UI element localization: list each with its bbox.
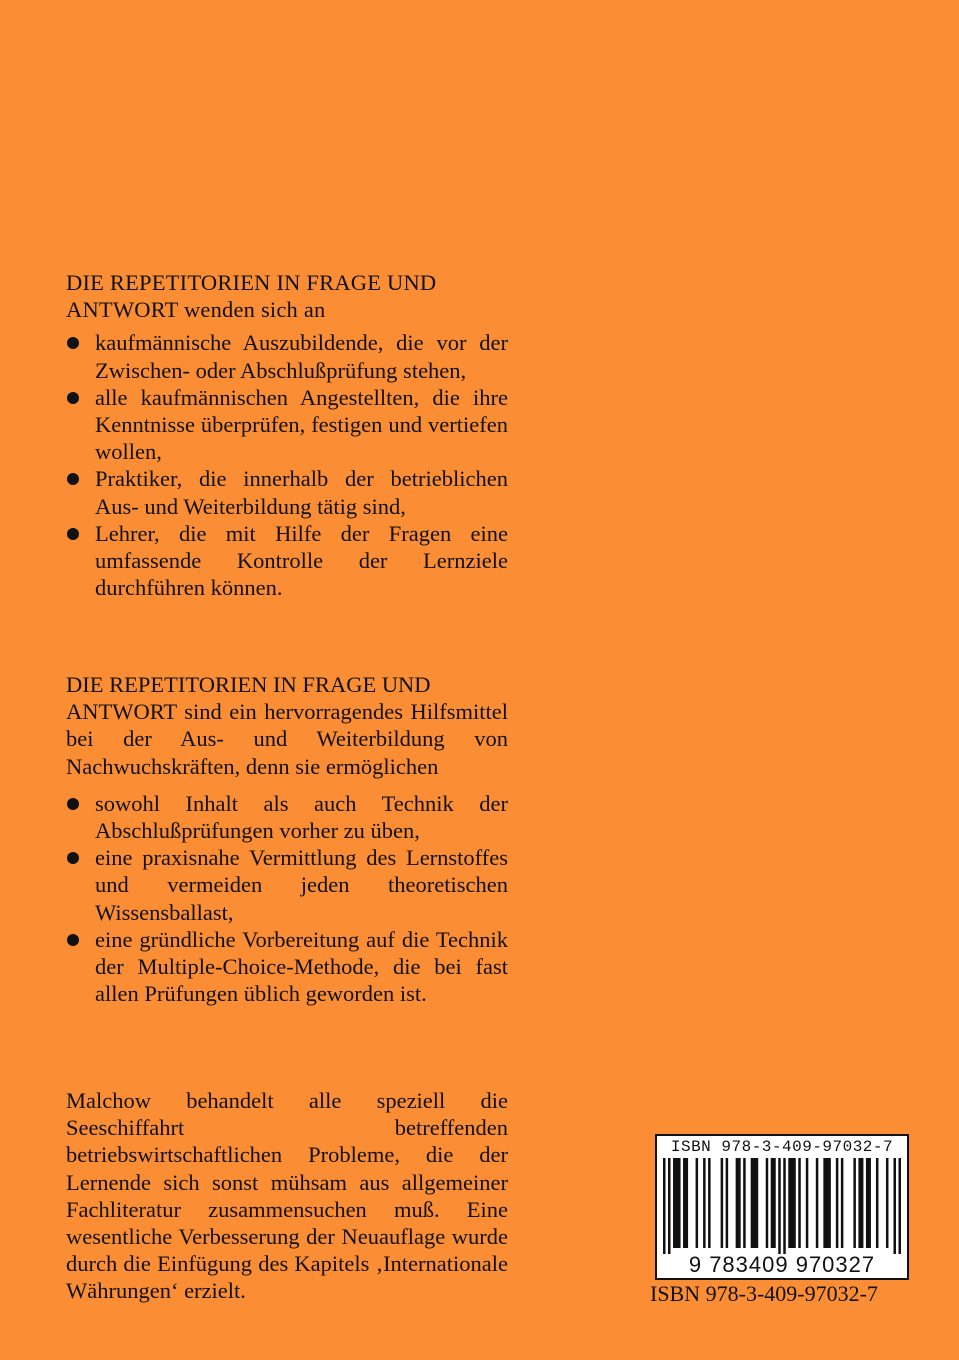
barcode-bar	[788, 1158, 796, 1248]
barcode-bar	[696, 1158, 699, 1248]
series-heading-line1: DIE REPETITORIEN IN FRAGE UND	[66, 672, 431, 697]
series-heading-line2: ANTWORT	[66, 699, 177, 725]
barcode-bar	[853, 1158, 856, 1248]
list-item: Praktiker, die innerhalb der betrieblichen Aus- und Weiterbildung tätig sind,	[66, 465, 508, 519]
benefits-section	[66, 671, 508, 1007]
barcode-bar	[703, 1158, 706, 1248]
barcode-bar	[783, 1158, 786, 1254]
series-heading	[66, 269, 508, 323]
barcode-bar	[836, 1158, 839, 1248]
benefits-intro-text: sind ein hervorragendes Hilfsmittel bei der Aus- und Weiterbildung von Nachwuchskräften, denn sie ermöglichen	[66, 699, 508, 779]
book-description	[66, 1087, 508, 1305]
audience-intro: wenden sich an	[178, 297, 326, 323]
barcode-bar	[898, 1158, 901, 1254]
list-item: Lehrer, die mit Hilfe der Fragen eine umfassende Kontrolle der Lernziele durchführen können.	[66, 520, 508, 602]
barcode-bar	[778, 1158, 781, 1254]
barcode-bar	[721, 1158, 724, 1248]
barcode-bar	[823, 1158, 831, 1248]
list-item: sowohl Inhalt als auch Technik der Abschlußprüfungen vorher zu üben,	[66, 790, 508, 844]
barcode-bar	[771, 1158, 776, 1248]
barcode-bar	[893, 1158, 896, 1254]
list-item: eine praxisnahe Vermittlung des Lernstoffes und vermeiden jeden theoretischen Wissensballast,	[66, 844, 508, 926]
barcode-bar	[743, 1158, 746, 1248]
barcode-bar	[816, 1158, 819, 1248]
barcode-bar	[668, 1158, 671, 1254]
barcode-bar	[663, 1158, 666, 1254]
benefits-list	[66, 790, 508, 1008]
barcode-bar	[876, 1158, 879, 1248]
description-paragraph: Malchow behandelt alle speziell die Seeschiffahrt betreffenden betriebswirtschaftlichen Probleme, die der Lernende sich sonst mühsam aus allgemeiner Fachliteratur zusammensuchen muß. Eine wesentliche Verbesserung der Neuauflage wurde durch die Einfügung des Kapitels ‚Internationale Währungen‘ erzielt.	[66, 1088, 508, 1304]
barcode-bars	[663, 1158, 901, 1254]
barcode-bar	[866, 1158, 871, 1248]
audience-list	[66, 329, 508, 601]
barcode-bar	[806, 1158, 809, 1248]
barcode-panel	[655, 1134, 909, 1280]
barcode-bar	[751, 1158, 759, 1248]
barcode-bar	[673, 1158, 681, 1248]
isbn-number: ISBN 978-3-409-97032-7	[650, 1281, 878, 1306]
barcode-isbn-label: ISBN 978-3-409-97032-7	[670, 1138, 894, 1156]
barcode-bar	[886, 1158, 889, 1248]
series-heading-line2: ANTWORT	[66, 297, 179, 323]
barcode-bar	[798, 1158, 801, 1248]
barcode-bar	[841, 1158, 844, 1248]
barcode-bar	[766, 1158, 769, 1248]
list-item: kaufmännische Auszubildende, die vor der Zwischen- oder Abschlußprüfung stehen,	[66, 329, 508, 383]
barcode-bar	[858, 1158, 863, 1248]
barcode-bar	[708, 1158, 711, 1248]
barcode-digits: 9 783409 970327	[688, 1252, 876, 1277]
list-item: eine gründliche Vorbereitung auf die Technik der Multiple-Choice-Methode, die bei fast allen Prüfungen üblich geworden ist.	[66, 926, 508, 1008]
benefits-intro	[66, 671, 508, 780]
barcode-bar	[683, 1158, 688, 1248]
series-heading-line1: DIE REPETITORIEN IN FRAGE UND	[66, 270, 437, 295]
barcode-bar	[726, 1158, 729, 1248]
audience-section	[66, 269, 508, 601]
barcode-bar	[736, 1158, 741, 1248]
list-item: alle kaufmännischen Angestellten, die ihre Kenntnisse überprüfen, festigen und vertiefen wollen,	[66, 384, 508, 466]
